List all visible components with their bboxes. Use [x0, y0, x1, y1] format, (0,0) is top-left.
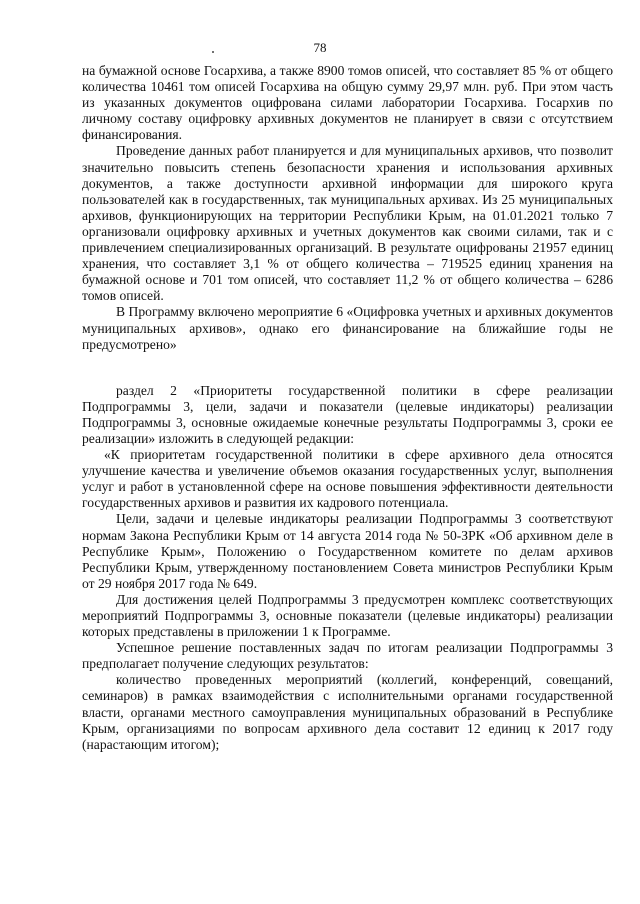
paragraph-program-measure: В Программу включено мероприятие 6 «Оцифровка учетных и архивных документов муниципальных архивов», однако его финансирование на ближайшие годы не предусмотрено» [82, 304, 613, 352]
paragraph-priorities: «К приоритетам государственной политики в сфере архивного дела относятся улучшение качества и увеличение объемов оказания государственных услуг, выполнения услуг и работ в установленной сфере на основе повышения эффективности деятельности государственных архивов и развития их кадрового потенциала. [82, 447, 613, 511]
paragraph-continuation: на бумажной основе Госархива, а также 8900 томов описей, что составляет 85 % от общего количества 10461 том описей Госархива на общую сумму 29,97 млн. руб. При этом часть из указанных документов оцифрована силами лаборатории Госархива. Госархив по личному составу оцифровку архивных документов не планирует в связи с отсутствием финансирования. [82, 63, 613, 143]
paragraph-section-2: раздел 2 «Приоритеты государственной политики в сфере реализации Подпрограммы 3, цели, задачи и показатели (целевые индикаторы) реализации Подпрограммы 3, основные ожидаемые конечные результаты Подпрограммы 3, сроки ее реализации» изложить в следующей редакции: [82, 382, 613, 446]
scan-speck [212, 51, 214, 53]
paragraph-goals: Цели, задачи и целевые индикаторы реализации Подпрограммы 3 соответствуют нормам Закона Республики Крым от 14 августа 2014 года № 50-ЗРК «Об архивном деле в Республике Крым», Положению о Государственном комитете по делам архивов Республики Крым, утвержденному постановлением Совета министров Республики Крым от 29 ноября 2017 года № 649. [82, 511, 613, 591]
paragraph-results: количество проведенных мероприятий (коллегий, конференций, совещаний, семинаров) в рамках взаимодействия с исполнительными органами государственной власти, органами местного самоуправления муниципальных образований в Республике Крым, организациями по вопросам архивного дела составит 12 единиц к 2017 году (нарастающим итогом); [82, 672, 613, 752]
page-number: 78 [313, 40, 327, 55]
paragraph-achievement: Для достижения целей Подпрограммы 3 предусмотрен комплекс соответствующих мероприятий Подпрограммы 3, основные показатели (целевые индикаторы) реализации которых представлены в приложении 1 к Программе. [82, 591, 613, 640]
paragraph-success: Успешное решение поставленных задач по итогам реализации Подпрограммы 3 предполагает получение следующих результатов: [82, 640, 613, 672]
paragraph-gap [82, 353, 613, 383]
paragraph-municipal-archives: Проведение данных работ планируется и для муниципальных архивов, что позволит значительно повысить степень безопасности хранения и использования архивных документов, а также доступности архивной информации для широкого круга пользователей как в государственных, так муниципальных архивах. Из 25 муниципальных архивов, функционирующих на территории Республики Крым, на 01.01.2021 только 7 организовали оцифровку архивных и учетных документов как своими силами, так и с привлечением специализированных организаций. В результате оцифрованы 21957 единиц хранения, что составляет 3,1 % от общего количества – 719525 единиц хранения на бумажной основе и 701 том описей, что составляет 11,2 % от общего количества – 6286 томов описей. [82, 143, 613, 304]
document-body [82, 63, 613, 753]
